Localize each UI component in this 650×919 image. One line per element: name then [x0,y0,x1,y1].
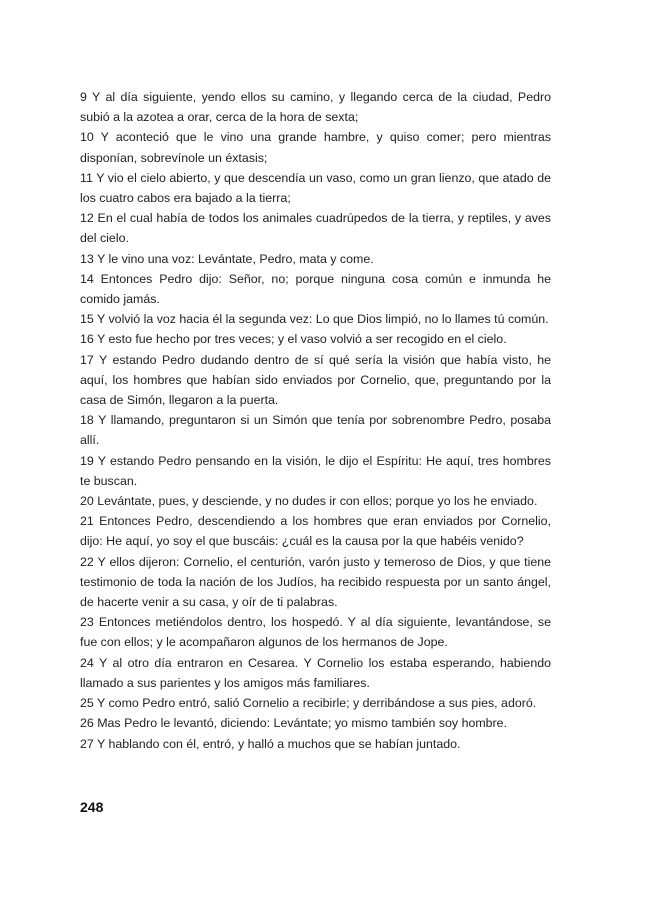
verse-26: 26 Mas Pedro le levantó, diciendo: Levántate; yo mismo también soy hombre. [80,716,508,731]
verse-24: 24 Y al otro día entraron en Cesarea. Y Cornelio los estaba esperando, habiendo llamado a sus parientes y los amigos más familiares. [80,655,551,690]
verse-11: 11 Y vio el cielo abierto, y que descendía un vaso, como un gran lienzo, que atado de los cuatro cabos era bajado a la tierra; [80,170,551,206]
verse-text-block [80,87,551,754]
verse-22: 22 Y ellos dijeron: Cornelio, el centurión, varón justo y temeroso de Dios, y que tiene testimonio de toda la nación de los Judíos, ha recibido respuesta por un santo ángel, de hacerte venir a su casa, y oír de ti palabras. [80,554,551,610]
verse-13: 13 Y le vino una voz: Levántate, Pedro, mata y come. [80,251,374,266]
verse-15: 15 Y volvió la voz hacia él la segunda vez: Lo que Dios limpió, no lo llames tú común. [80,312,549,327]
verse-23: 23 Entonces metiéndolos dentro, los hospedó. Y al día siguiente, levantándose, se fue con ellos; y le acompañaron algunos de los hermanos de Jope. [80,615,551,650]
page-number: 248 [80,799,104,815]
verse-27: 27 Y hablando con él, entró, y halló a muchos que se habían juntado. [80,736,461,751]
verse-19: 19 Y estando Pedro pensando en la visión, le dijo el Espíritu: He aquí, tres hombres te buscan. [80,453,551,488]
verse-18: 18 Y llamando, preguntaron si un Simón que tenía por sobrenombre Pedro, posaba allí. [80,413,551,448]
verse-25: 25 Y como Pedro entró, salió Cornelio a recibirle; y derribándose a sus pies, adoró. [80,696,537,711]
verse-17: 17 Y estando Pedro dudando dentro de sí qué sería la visión que había visto, he aquí, los hombres que habían sido enviados por Cornelio, que, preguntando por la casa de Simón, llegaron a la puerta. [80,352,551,408]
verse-16: 16 Y esto fue hecho por tres veces; y el vaso volvió a ser recogido en el cielo. [80,332,507,347]
verse-12: 12 En el cual había de todos los animales cuadrúpedos de la tierra, y reptiles, y aves del cielo. [80,211,551,246]
verse-9: 9 Y al día siguiente, yendo ellos su camino, y llegando cerca de la ciudad, Pedro subió a la azotea a orar, cerca de la hora de sexta; [80,90,551,125]
verse-14: 14 Entonces Pedro dijo: Señor, no; porque ninguna cosa común e inmunda he comido jamás. [80,271,551,307]
verse-20: 20 Levántate, pues, y desciende, y no dudes ir con ellos; porque yo los he enviado. [80,494,538,509]
verse-21: 21 Entonces Pedro, descendiendo a los hombres que eran enviados por Cornelio, dijo: He aquí, yo soy el que buscáis: ¿cuál es la causa por la que habéis venido? [80,514,551,549]
verse-10: 10 Y aconteció que le vino una grande hambre, y quiso comer; pero mientras disponían, sobrevínole un éxtasis; [80,130,551,165]
